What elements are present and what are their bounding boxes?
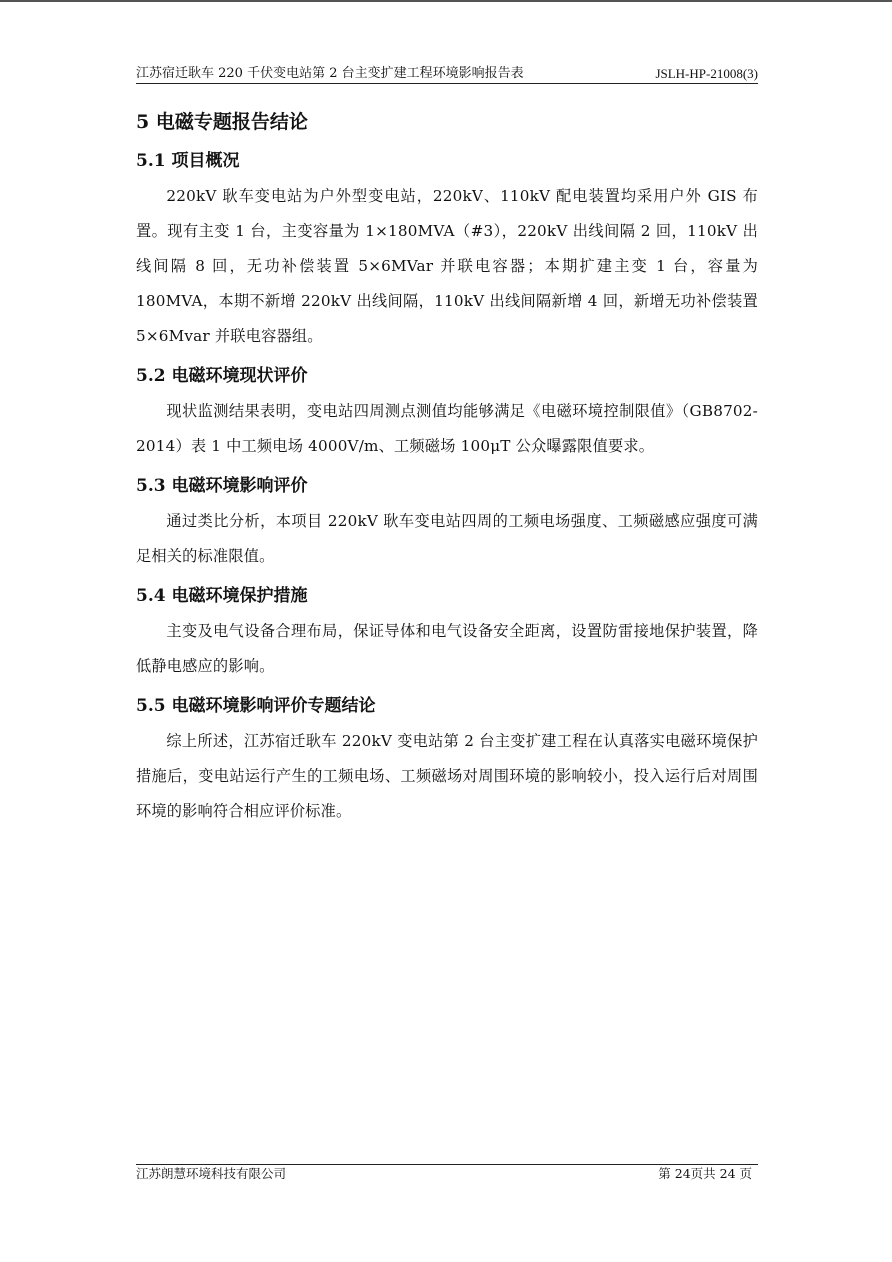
section-paragraph-5-5: 综上所述，江苏宿迁耿车 220kV 变电站第 2 台主变扩建工程在认真落实电磁环境保护措施后，变电站运行产生的工频电场、工频磁场对周围环境的影响较小，投入运行后对周围环境的影响符合相应评价标准。 [136, 732, 758, 820]
section-title-5-5: 5.5 电磁环境影响评价专题结论 [136, 696, 376, 716]
section-title-5-3: 5.3 电磁环境影响评价 [136, 476, 308, 496]
section-paragraph-5-1: 220kV 耿车变电站为户外型变电站，220kV、110kV 配电装置均采用户外 GIS 布置。现有主变 1 台，主变容量为 1×180MVA（#3），220kV 出线间隔 2 回，110kV 出线间隔 8 回，无功补偿装置 5×6MVar 并联电容器；本期扩建主变 1 台，容量为 180MVA，本期不新增 220kV 出线间隔，110kV 出线间隔新增 4 回，新增无功补偿装置 5×6Mvar 并联电容器组。 [136, 187, 758, 345]
header-title: 江苏宿迁耿车 220 千伏变电站第 2 台主变扩建工程环境影响报告表 [136, 66, 524, 81]
section-paragraph-5-4: 主变及电气设备合理布局，保证导体和电气设备安全距离，设置防雷接地保护装置，降低静电感应的影响。 [136, 622, 758, 675]
header-document-code: JSLH-HP-21008(3) [655, 66, 758, 81]
footer-company: 江苏朗慧环境科技有限公司 [136, 1166, 287, 1181]
section-title-5-1: 5.1 项目概况 [136, 151, 240, 171]
top-border-line [0, 0, 892, 2]
section-paragraph-5-2: 现状监测结果表明，变电站四周测点测值均能够满足《电磁环境控制限值》（GB8702-2014）表 1 中工频电场 4000V/m、工频磁场 100μT 公众曝露限值要求。 [136, 402, 758, 455]
chapter-title: 5 电磁专题报告结论 [136, 111, 308, 133]
section-paragraph-5-3: 通过类比分析，本项目 220kV 耿车变电站四周的工频电场强度、工频磁感应强度可满足相关的标准限值。 [136, 512, 758, 565]
page-content [136, 106, 758, 829]
footer-page-number: 第 24页共 24 页 [658, 1166, 752, 1181]
page-footer [136, 1164, 758, 1184]
section-title-5-2: 5.2 电磁环境现状评价 [136, 366, 308, 386]
section-title-5-4: 5.4 电磁环境保护措施 [136, 586, 308, 606]
header-divider [136, 83, 758, 84]
page-header [136, 64, 758, 84]
